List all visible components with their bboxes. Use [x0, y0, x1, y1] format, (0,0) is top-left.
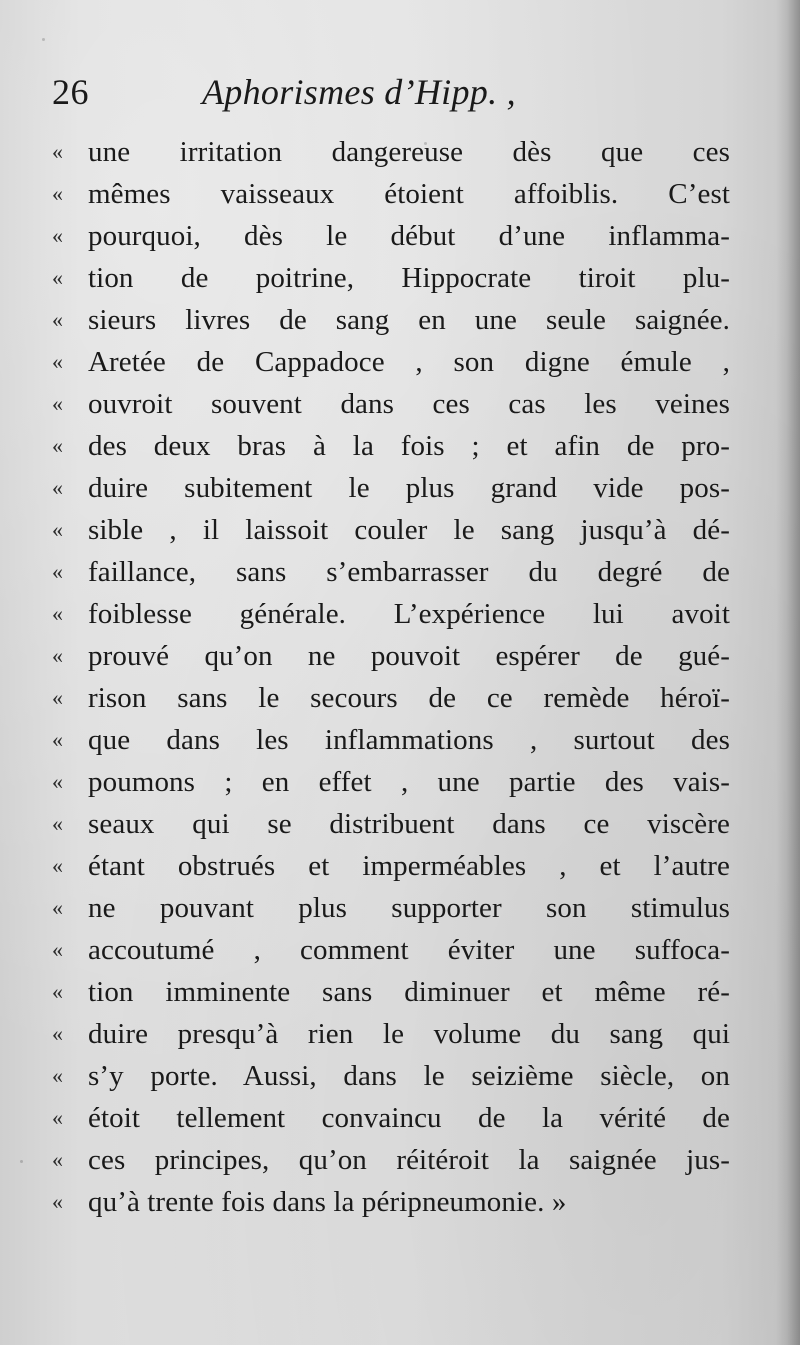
quote-mark: «: [52, 181, 63, 206]
page-number: 26: [52, 72, 89, 112]
text-line: [52, 509, 730, 551]
quote-mark: «: [52, 643, 63, 668]
text-line: [52, 971, 730, 1013]
quote-mark: «: [52, 1147, 63, 1172]
line-text: duire subitement le plus grand vide pos-: [88, 472, 730, 504]
line-text: une irritation dangereuse dès que ces: [88, 136, 730, 168]
quote-mark: «: [52, 727, 63, 752]
paper-speck: [20, 1160, 23, 1163]
text-line: [52, 887, 730, 929]
text-line: [52, 425, 730, 467]
line-text: poumons ; en effet , une partie des vais-: [88, 766, 730, 798]
text-line: [52, 761, 730, 803]
quote-mark: «: [52, 769, 63, 794]
quote-mark: «: [52, 1189, 63, 1214]
quote-mark: «: [52, 391, 63, 416]
line-text: seaux qui se distribuent dans ce viscère: [88, 808, 730, 840]
line-text: des deux bras à la fois ; et afin de pro-: [88, 430, 730, 462]
line-text: sible , il laissoit couler le sang jusqu’à dé-: [88, 514, 730, 546]
line-text: mêmes vaisseaux étoient affoiblis. C’est: [88, 178, 730, 210]
text-line: [52, 593, 730, 635]
text-line: [52, 341, 730, 383]
body-text: [52, 131, 730, 1223]
text-line: [52, 1055, 730, 1097]
text-line: [52, 1139, 730, 1181]
text-line: [52, 131, 730, 173]
line-text: étoit tellement convaincu de la vérité de: [88, 1102, 730, 1134]
text-line: [52, 1181, 730, 1223]
quote-mark: «: [52, 979, 63, 1004]
line-text: tion imminente sans diminuer et même ré-: [88, 976, 730, 1008]
line-text: pourquoi, dès le début d’une inflamma-: [88, 220, 730, 252]
text-line: [52, 383, 730, 425]
line-text: qu’à trente fois dans la péripneumonie. »: [88, 1186, 567, 1218]
line-text: prouvé qu’on ne pouvoit espérer de gué-: [88, 640, 730, 672]
quote-mark: «: [52, 433, 63, 458]
paper-speck: [42, 38, 45, 41]
line-text: ouvroit souvent dans ces cas les veines: [88, 388, 730, 420]
line-text: faillance, sans s’embarrasser du degré de: [88, 556, 730, 588]
quote-mark: «: [52, 685, 63, 710]
quote-mark: «: [52, 223, 63, 248]
text-line: [52, 215, 730, 257]
quote-mark: «: [52, 559, 63, 584]
quote-mark: «: [52, 517, 63, 542]
line-text: rison sans le secours de ce remède héroï-: [88, 682, 730, 714]
line-text: foiblesse générale. L’expérience lui avoit: [88, 598, 730, 630]
text-line: [52, 467, 730, 509]
line-text: ces principes, qu’on réitéroit la saignée jus-: [88, 1144, 730, 1176]
quote-mark: «: [52, 307, 63, 332]
quote-mark: «: [52, 937, 63, 962]
quote-mark: «: [52, 853, 63, 878]
text-line: [52, 1097, 730, 1139]
quote-mark: «: [52, 895, 63, 920]
quote-mark: «: [52, 601, 63, 626]
line-text: sieurs livres de sang en une seule saignée.: [88, 304, 730, 336]
text-line: [52, 635, 730, 677]
text-line: [52, 929, 730, 971]
line-text: étant obstrués et imperméables , et l’autre: [88, 850, 730, 882]
quote-mark: «: [52, 265, 63, 290]
text-line: [52, 173, 730, 215]
text-line: [52, 257, 730, 299]
page-header: [52, 64, 772, 120]
text-line: [52, 299, 730, 341]
quote-mark: «: [52, 139, 63, 164]
quote-mark: «: [52, 1063, 63, 1088]
quote-mark: «: [52, 349, 63, 374]
page-edge-shadow: [776, 0, 800, 1345]
quote-mark: «: [52, 811, 63, 836]
running-head: Aphorismes d’Hipp. ,: [202, 72, 516, 112]
text-line: [52, 1013, 730, 1055]
text-line: [52, 845, 730, 887]
quote-mark: «: [52, 1105, 63, 1130]
text-line: [52, 719, 730, 761]
text-line: [52, 551, 730, 593]
line-text: accoutumé , comment éviter une suffoca-: [88, 934, 730, 966]
quote-mark: «: [52, 1021, 63, 1046]
text-line: [52, 677, 730, 719]
line-text: que dans les inflammations , surtout des: [88, 724, 730, 756]
line-text: s’y porte. Aussi, dans le seizième siècle, on: [88, 1060, 730, 1092]
text-line: [52, 803, 730, 845]
line-text: tion de poitrine, Hippocrate tiroit plu-: [88, 262, 730, 294]
line-text: ne pouvant plus supporter son stimulus: [88, 892, 730, 924]
line-text: Aretée de Cappadoce , son digne émule ,: [88, 346, 730, 378]
line-text: duire presqu’à rien le volume du sang qui: [88, 1018, 730, 1050]
quote-mark: «: [52, 475, 63, 500]
